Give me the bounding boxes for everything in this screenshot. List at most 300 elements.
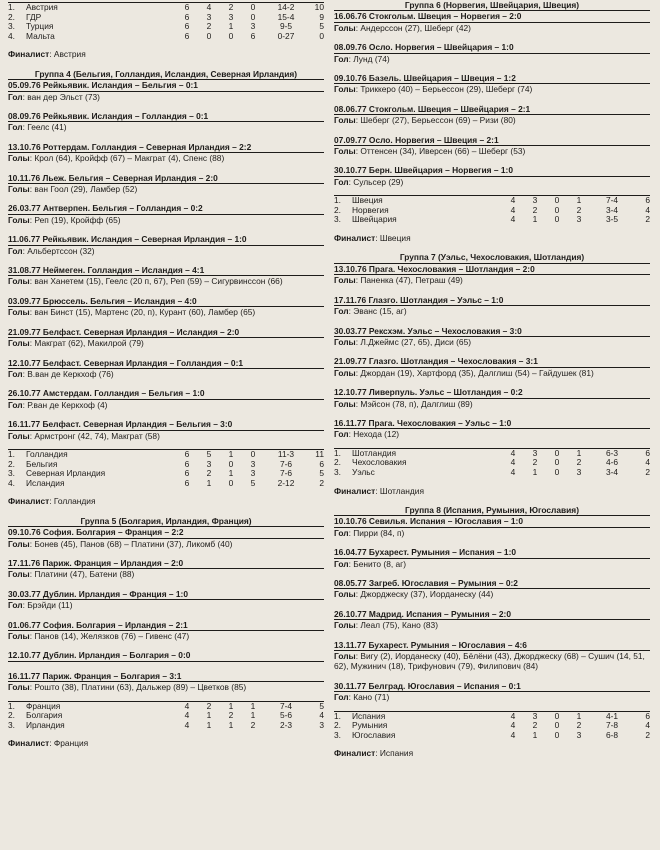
points: 3 bbox=[319, 719, 324, 730]
goals-text: : Реп (19), Кройфф (65) bbox=[29, 214, 121, 225]
wins: 3 bbox=[532, 195, 538, 206]
match-line: 10.10.76 Севилья. Испания – Югославия – 1:0 bbox=[334, 516, 650, 527]
group-title: Группа 7 (Уэльс, Чехословакия, Шотландия) bbox=[334, 252, 650, 263]
draws: 0 bbox=[554, 214, 560, 225]
goals: 14-2 bbox=[277, 2, 295, 12]
rank: 2. bbox=[8, 710, 15, 721]
goals: 3-5 bbox=[605, 214, 619, 225]
match-entry bbox=[334, 418, 650, 440]
goals-label: Гол bbox=[334, 558, 349, 569]
goals-line bbox=[8, 431, 324, 441]
team-name: Норвегия bbox=[352, 204, 389, 215]
goals-label: Голы bbox=[334, 620, 356, 631]
goals: 15-4 bbox=[277, 11, 295, 22]
match-entry bbox=[334, 547, 650, 569]
points: 2 bbox=[645, 214, 650, 225]
goals-text: : Эванс (15, аг) bbox=[348, 306, 407, 317]
match-entry bbox=[8, 558, 324, 580]
draws: 1 bbox=[228, 468, 234, 479]
played: 6 bbox=[184, 468, 190, 479]
losses: 1 bbox=[576, 195, 582, 206]
match-line: 13.10.76 Прага. Чехословакия – Шотландия – 2:0 bbox=[334, 264, 650, 275]
played: 6 bbox=[184, 458, 190, 469]
match-entry bbox=[8, 327, 324, 349]
goals-line bbox=[8, 682, 324, 692]
points: 6 bbox=[645, 710, 650, 721]
losses: 5 bbox=[250, 477, 256, 488]
points: 6 bbox=[319, 458, 324, 469]
losses: 6 bbox=[250, 30, 256, 41]
wins: 2 bbox=[532, 720, 538, 731]
match-entry bbox=[8, 203, 324, 225]
wins: 2 bbox=[532, 457, 538, 468]
losses: 0 bbox=[250, 2, 256, 12]
played: 6 bbox=[184, 477, 190, 488]
played: 4 bbox=[510, 204, 516, 215]
wins: 1 bbox=[206, 477, 212, 488]
standings-table bbox=[8, 2, 324, 41]
draws: 1 bbox=[228, 700, 234, 711]
goals-line bbox=[8, 631, 324, 641]
match-line: 08.09.76 Осло. Норвегия – Швейцария – 1:0 bbox=[334, 42, 650, 53]
goals-text: : Триккеро (40) – Берьессон (29), Шеберг (74) bbox=[355, 84, 533, 95]
match-line: 26.03.77 Антверпен. Бельгия – Голландия – 0:2 bbox=[8, 203, 324, 214]
played: 4 bbox=[510, 214, 516, 225]
match-entry bbox=[334, 609, 650, 631]
played: 4 bbox=[510, 710, 516, 721]
rank: 2. bbox=[334, 204, 341, 215]
goals-line bbox=[334, 399, 650, 409]
goals-label: Гол bbox=[334, 429, 349, 440]
rank: 3. bbox=[8, 719, 15, 730]
team-name: Чехословакия bbox=[352, 457, 407, 468]
group-5 bbox=[8, 516, 324, 749]
match-entry bbox=[8, 173, 324, 195]
goals-text: : Сульсер (29) bbox=[348, 176, 404, 187]
points: 5 bbox=[319, 468, 324, 479]
goals-text: : Л.Джеймс (27, 65), Диси (65) bbox=[355, 336, 472, 347]
goals: 7-8 bbox=[605, 720, 619, 731]
played: 4 bbox=[510, 720, 516, 731]
goals-line bbox=[334, 620, 650, 630]
goals-text: : Крол (64), Кройфф (67) – Макграт (4), Спенс (88) bbox=[29, 153, 225, 164]
goals-text: : Альбертссон (32) bbox=[22, 245, 95, 256]
goals-text: : Андерссон (27), Шеберг (42) bbox=[355, 22, 471, 33]
match-line: 08.09.76 Рейкьявик. Исландия – Голландия – 0:1 bbox=[8, 111, 324, 122]
match-entry bbox=[334, 387, 650, 409]
played: 4 bbox=[510, 457, 516, 468]
draws: 1 bbox=[228, 448, 234, 459]
standings-table bbox=[8, 701, 324, 731]
finalist-label: Финалист bbox=[334, 233, 376, 244]
finalist-line bbox=[334, 748, 650, 758]
finalist-label: Финалист bbox=[8, 496, 50, 507]
goals-text: : Шеберг (27), Берьессон (69) – Ризи (80) bbox=[355, 115, 516, 126]
goals-label: Голы bbox=[334, 367, 356, 378]
goals-label: Голы bbox=[334, 275, 356, 286]
rank: 1. bbox=[334, 447, 341, 458]
rank: 2. bbox=[334, 720, 341, 731]
draws: 3 bbox=[228, 11, 234, 22]
goals-text: : Макграт (62), Макилрой (79) bbox=[29, 338, 144, 349]
match-line: 16.06.76 Стокгольм. Швеция – Норвегия – 2:0 bbox=[334, 11, 650, 22]
wins: 1 bbox=[206, 710, 212, 721]
goals: 3-4 bbox=[605, 204, 619, 215]
goals-line bbox=[8, 338, 324, 348]
standings-row bbox=[334, 458, 650, 468]
team-name: Румыния bbox=[352, 720, 388, 731]
goals-line bbox=[8, 600, 324, 610]
match-entry bbox=[8, 650, 324, 661]
wins: 2 bbox=[206, 21, 212, 32]
finalist-line bbox=[8, 49, 324, 59]
goals-line bbox=[334, 337, 650, 347]
goals: 3-4 bbox=[605, 466, 619, 477]
goals-line bbox=[334, 115, 650, 125]
team-name: Исландия bbox=[26, 477, 65, 488]
goals: 5-6 bbox=[279, 710, 293, 721]
goals-line bbox=[334, 429, 650, 439]
wins: 1 bbox=[532, 466, 538, 477]
losses: 3 bbox=[250, 21, 256, 32]
goals-text: : Джордан (19), Хартфорд (35), Далглиш (54) – Гайдушек (81) bbox=[355, 367, 594, 378]
group-8 bbox=[334, 505, 650, 759]
goals-label: Гол bbox=[334, 176, 349, 187]
rank: 2. bbox=[8, 11, 15, 22]
points: 5 bbox=[319, 700, 324, 711]
points: 4 bbox=[645, 457, 650, 468]
points: 4 bbox=[319, 710, 324, 721]
team-name: Турция bbox=[26, 21, 54, 32]
match-line: 12.10.77 Ливерпуль. Уэльс – Шотландия – 0:2 bbox=[334, 387, 650, 398]
goals: 6-3 bbox=[605, 447, 619, 458]
points: 4 bbox=[645, 720, 650, 731]
standings-row bbox=[334, 731, 650, 741]
standings-table bbox=[334, 195, 650, 225]
standings-table bbox=[334, 711, 650, 741]
goals: 2-12 bbox=[277, 477, 295, 488]
team-name: Болгария bbox=[26, 710, 63, 721]
match-entry bbox=[334, 135, 650, 157]
left-column bbox=[8, 0, 324, 749]
team-name: Швейцария bbox=[352, 214, 397, 225]
match-entry bbox=[334, 516, 650, 538]
draws: 0 bbox=[554, 729, 560, 740]
match-line: 05.09.76 Рейкьявик. Исландия – Бельгия – 0:1 bbox=[8, 80, 324, 91]
finalist-label: Финалист bbox=[334, 485, 376, 496]
match-line: 08.06.77 Стокгольм. Швеция – Швейцария – 2:1 bbox=[334, 104, 650, 115]
draws: 1 bbox=[228, 21, 234, 32]
goals-text: : Рошто (38), Платини (63), Дальжер (89) – Цветков (85) bbox=[29, 682, 247, 693]
goals-label: Голы bbox=[8, 153, 30, 164]
goals-text: : Оттенсен (34), Иверсен (66) – Шеберг (53) bbox=[355, 146, 526, 157]
top-standings-block bbox=[8, 2, 324, 60]
goals-label: Гол bbox=[334, 53, 349, 64]
match-line: 09.10.76 София. Болгария – Франция – 2:2 bbox=[8, 527, 324, 538]
goals-text: : Бенито (8, аг) bbox=[348, 558, 407, 569]
finalist-line bbox=[8, 738, 324, 748]
group-title: Группа 5 (Болгария, Ирландия, Франция) bbox=[8, 516, 324, 527]
goals-label: Голы bbox=[8, 682, 30, 693]
losses: 2 bbox=[576, 720, 582, 731]
match-line: 11.06.77 Рейкьявик. Исландия – Северная Ирландия – 1:0 bbox=[8, 234, 324, 245]
points: 11 bbox=[315, 448, 324, 459]
team-name: Бельгия bbox=[26, 458, 58, 469]
goals-text: : Платини (47), Батени (88) bbox=[29, 569, 135, 580]
goals-text: : ван Ханетем (15), Геелс (20 п, 67), Реп (59) – Сигурвинссон (66) bbox=[29, 276, 283, 287]
finalist-team: : Голландия bbox=[49, 496, 96, 507]
rank: 4. bbox=[8, 477, 15, 488]
finalist-line bbox=[334, 233, 650, 243]
goals-text: : Р.ван де Керкхоф (4) bbox=[22, 399, 108, 410]
goals-text: : Паненка (47), Петраш (49) bbox=[355, 275, 463, 286]
played: 4 bbox=[184, 719, 190, 730]
goals-text: : Пирри (84, п) bbox=[348, 527, 405, 538]
finalist-label: Финалист bbox=[8, 49, 50, 60]
goals-label: Голы bbox=[8, 307, 30, 318]
losses: 3 bbox=[576, 466, 582, 477]
team-name: Ирландия bbox=[26, 719, 65, 730]
losses: 1 bbox=[250, 710, 256, 721]
group-7 bbox=[334, 252, 650, 495]
goals: 4-1 bbox=[605, 710, 619, 721]
wins: 2 bbox=[206, 468, 212, 479]
team-name: Югославия bbox=[352, 729, 396, 740]
team-name: Испания bbox=[352, 710, 386, 721]
goals-label: Голы bbox=[8, 538, 30, 549]
goals: 7-4 bbox=[605, 195, 619, 206]
rank: 3. bbox=[334, 214, 341, 225]
finalist-line bbox=[334, 486, 650, 496]
standings-row bbox=[8, 22, 324, 32]
goals-text: : Леал (75), Кано (83) bbox=[355, 620, 438, 631]
goals-line bbox=[334, 177, 650, 187]
draws: 0 bbox=[554, 457, 560, 468]
match-entry bbox=[334, 165, 650, 187]
goals-line bbox=[334, 23, 650, 33]
match-entry bbox=[334, 681, 650, 703]
match-entry bbox=[334, 640, 650, 672]
goals-label: Гол bbox=[8, 245, 23, 256]
match-entry bbox=[8, 527, 324, 549]
match-line: 13.11.77 Бухарест. Румыния – Югославия – 4:6 bbox=[334, 640, 650, 651]
standings-row bbox=[8, 479, 324, 489]
match-line: 10.11.76 Льеж. Бельгия – Северная Ирландия – 2:0 bbox=[8, 173, 324, 184]
goals: 2-3 bbox=[279, 719, 293, 730]
goals-label: Голы bbox=[334, 589, 356, 600]
goals-text: : Лунд (74) bbox=[348, 53, 390, 64]
draws: 0 bbox=[554, 447, 560, 458]
match-line: 30.10.77 Берн. Швейцария – Норвегия – 1:0 bbox=[334, 165, 650, 176]
goals-label: Голы bbox=[8, 569, 30, 580]
goals-label: Голы bbox=[334, 84, 356, 95]
goals: 9-5 bbox=[279, 21, 293, 32]
match-entry bbox=[8, 358, 324, 380]
goals-label: Гол bbox=[8, 91, 23, 102]
goals-label: Голы bbox=[8, 630, 30, 641]
rank: 1. bbox=[334, 195, 341, 206]
match-line: 21.09.77 Белфаст. Северная Ирландия – Исландия – 2:0 bbox=[8, 327, 324, 338]
match-line: 01.06.77 София. Болгария – Ирландия – 2:1 bbox=[8, 620, 324, 631]
team-name: Швеция bbox=[352, 195, 383, 206]
finalist-line bbox=[8, 496, 324, 506]
match-entry bbox=[8, 296, 324, 318]
match-entry bbox=[334, 42, 650, 64]
goals-label: Голы bbox=[334, 115, 356, 126]
goals-line bbox=[8, 92, 324, 102]
wins: 2 bbox=[532, 204, 538, 215]
rank: 1. bbox=[8, 700, 15, 711]
team-name: Франция bbox=[26, 700, 61, 711]
goals-line bbox=[8, 246, 324, 256]
losses: 2 bbox=[576, 204, 582, 215]
points: 6 bbox=[645, 447, 650, 458]
wins: 3 bbox=[532, 710, 538, 721]
points: 2 bbox=[319, 477, 324, 488]
group-title: Группа 6 (Норвегия, Швейцария, Швеция) bbox=[334, 0, 650, 11]
wins: 1 bbox=[532, 729, 538, 740]
losses: 3 bbox=[250, 468, 256, 479]
match-line: 16.04.77 Бухарест. Румыния – Испания – 1:0 bbox=[334, 547, 650, 558]
draws: 0 bbox=[228, 477, 234, 488]
match-line: 16.11.77 Париж. Франция – Болгария – 3:1 bbox=[8, 671, 324, 682]
match-line: 30.03.77 Дублин. Ирландия – Франция – 1:0 bbox=[8, 589, 324, 600]
goals-text: : ван Бинст (15), Мартенс (20, п), Курант (60), Ламбер (65) bbox=[29, 307, 256, 318]
match-line: 09.10.76 Базель. Швейцария – Швеция – 1:2 bbox=[334, 73, 650, 84]
finalist-label: Финалист bbox=[8, 738, 50, 749]
goals-line bbox=[8, 400, 324, 410]
standings-row bbox=[334, 215, 650, 225]
goals-text: : ван дер Эльст (73) bbox=[22, 91, 100, 102]
points: 9 bbox=[319, 11, 324, 22]
match-line: 31.08.77 Неймеген. Голландия – Исландия – 4:1 bbox=[8, 265, 324, 276]
goals-line bbox=[334, 559, 650, 569]
played: 6 bbox=[184, 448, 190, 459]
match-entry bbox=[8, 388, 324, 410]
finalist-label: Финалист bbox=[334, 748, 376, 759]
goals-label: Голы bbox=[8, 338, 30, 349]
goals-text: : ван Гоол (29), Ламбер (52) bbox=[29, 184, 138, 195]
goals-line bbox=[334, 368, 650, 378]
match-line: 07.09.77 Осло. Норвегия – Швеция – 2:1 bbox=[334, 135, 650, 146]
draws: 0 bbox=[228, 458, 234, 469]
goals-label: Гол bbox=[8, 600, 23, 611]
goals: 11-3 bbox=[277, 448, 295, 459]
goals-label: Гол bbox=[334, 692, 349, 703]
match-entry bbox=[8, 142, 324, 164]
draws: 0 bbox=[554, 195, 560, 206]
draws: 2 bbox=[228, 2, 234, 12]
finalist-team: : Шотландия bbox=[375, 485, 424, 496]
match-line: 17.11.76 Париж. Франция – Ирландия – 2:0 bbox=[8, 558, 324, 569]
goals-line bbox=[8, 153, 324, 163]
played: 4 bbox=[510, 447, 516, 458]
points: 6 bbox=[645, 195, 650, 206]
match-line: 12.10.77 Дублин. Ирландия – Болгария – 0:0 bbox=[8, 650, 324, 661]
goals: 6-8 bbox=[605, 729, 619, 740]
goals-label: Гол bbox=[8, 399, 23, 410]
points: 2 bbox=[645, 729, 650, 740]
finalist-team: : Испания bbox=[375, 748, 414, 759]
losses: 1 bbox=[576, 447, 582, 458]
standings-table bbox=[8, 449, 324, 488]
rank: 3. bbox=[8, 21, 15, 32]
team-name: Уэльс bbox=[352, 466, 375, 477]
draws: 2 bbox=[228, 710, 234, 721]
goals-text: : Мэйсон (78, п), Далглиш (89) bbox=[355, 398, 473, 409]
points: 5 bbox=[319, 21, 324, 32]
team-name: Голландия bbox=[26, 448, 68, 459]
goals-text: : Брэйди (11) bbox=[22, 600, 73, 611]
wins: 3 bbox=[532, 447, 538, 458]
goals-line bbox=[8, 276, 324, 286]
goals-line bbox=[334, 306, 650, 316]
played: 4 bbox=[510, 729, 516, 740]
goals-line bbox=[8, 569, 324, 579]
goals-text: : В.ван де Керкхоф (76) bbox=[22, 368, 114, 379]
match-entry bbox=[334, 356, 650, 378]
match-line: 30.11.77 Белград. Югославия – Испания – 0:1 bbox=[334, 681, 650, 692]
goals-line bbox=[334, 275, 650, 285]
wins: 2 bbox=[206, 700, 212, 711]
match-entry bbox=[334, 295, 650, 317]
goals-line bbox=[8, 369, 324, 379]
losses: 1 bbox=[576, 710, 582, 721]
goals-line bbox=[334, 84, 650, 94]
goals-text: : Панов (14), Желязков (76) – Гивенс (47) bbox=[29, 630, 190, 641]
goals: 0-27 bbox=[277, 30, 295, 41]
losses: 2 bbox=[250, 719, 256, 730]
standings-table bbox=[334, 448, 650, 478]
goals-label: Голы bbox=[334, 336, 356, 347]
rank: 1. bbox=[334, 710, 341, 721]
wins: 4 bbox=[206, 2, 212, 12]
draws: 1 bbox=[228, 719, 234, 730]
match-entry bbox=[8, 589, 324, 611]
goals-label: Голы bbox=[8, 430, 30, 441]
team-name: Северная Ирландия bbox=[26, 468, 106, 479]
goals-text: : Бонев (45), Панов (68) – Платини (37), Ликомб (40) bbox=[29, 538, 233, 549]
goals-line bbox=[8, 215, 324, 225]
rank: 2. bbox=[334, 457, 341, 468]
rank: 1. bbox=[8, 448, 15, 459]
losses: 2 bbox=[576, 457, 582, 468]
goals-line bbox=[8, 122, 324, 132]
goals-label: Гол bbox=[8, 368, 23, 379]
match-entry bbox=[334, 578, 650, 600]
goals-label: Голы bbox=[334, 651, 356, 661]
rank: 3. bbox=[334, 466, 341, 477]
team-name: Шотландия bbox=[352, 447, 397, 458]
played: 6 bbox=[184, 30, 190, 41]
match-entry bbox=[8, 111, 324, 133]
match-entry bbox=[8, 620, 324, 642]
team-name: ГДР bbox=[26, 11, 42, 22]
played: 4 bbox=[510, 466, 516, 477]
goals-label: Голы bbox=[8, 214, 30, 225]
wins: 3 bbox=[206, 458, 212, 469]
goals-line bbox=[8, 539, 324, 549]
match-entry bbox=[334, 326, 650, 348]
goals-line bbox=[334, 589, 650, 599]
match-line: 03.09.77 Брюссель. Бельгия – Исландия – 4:0 bbox=[8, 296, 324, 307]
losses: 1 bbox=[250, 700, 256, 711]
match-line: 16.11.77 Белфаст. Северная Ирландия – Бельгия – 3:0 bbox=[8, 419, 324, 430]
finalist-team: : Франция bbox=[49, 738, 89, 749]
standings-row bbox=[8, 13, 324, 23]
match-entry bbox=[8, 234, 324, 256]
match-entry bbox=[334, 264, 650, 286]
